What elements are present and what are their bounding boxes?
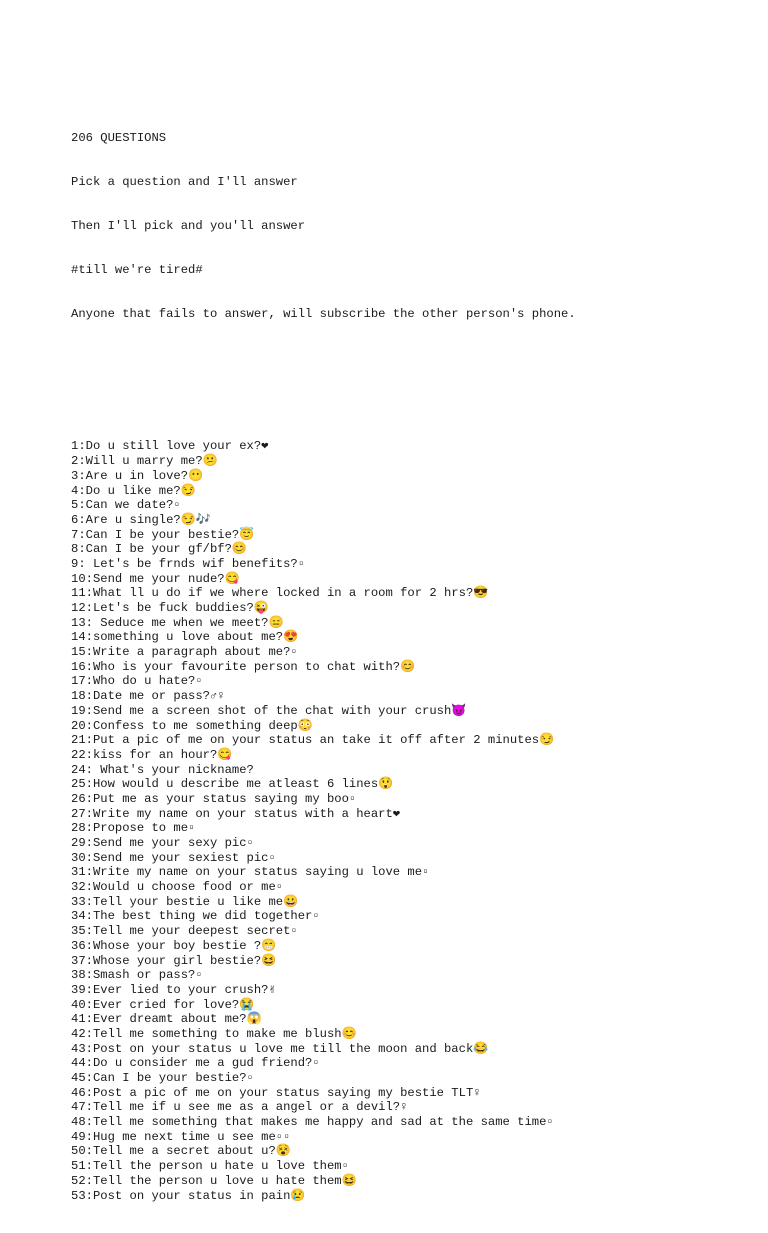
question-item: 48:Tell me something that makes me happy and sad at the same time▫ <box>71 1115 554 1130</box>
question-item: 7:Can I be your bestie?😇 <box>71 527 255 542</box>
question-item: 52:Tell the person u love u hate them😆 <box>71 1173 357 1188</box>
question-item: 4:Do u like me?😏 <box>71 483 196 498</box>
question-item: 25:How would u describe me atleast 6 lines😲 <box>71 777 394 792</box>
question-item: 41:Ever dreamt about me?😱 <box>71 1012 262 1027</box>
question-item: 17:Who do u hate?▫ <box>71 674 203 689</box>
question-item: 13: Seduce me when we meet?😑 <box>71 615 284 630</box>
question-item: 51:Tell the person u hate u love them▫ <box>71 1159 349 1174</box>
question-item: 45:Can I be your bestie?▫ <box>71 1071 254 1086</box>
intro-line: Anyone that fails to answer, will subscribe the other person's phone. <box>71 307 576 322</box>
question-item: 43:Post on your status u love me till the moon and back😂 <box>71 1041 489 1056</box>
question-item: 30:Send me your sexiest pic▫ <box>71 850 276 865</box>
question-item: 34:The best thing we did together▫ <box>71 909 320 924</box>
question-item: 36:Whose your boy bestie ?😁 <box>71 938 277 953</box>
question-item: 8:Can I be your gf/bf?😊 <box>71 542 248 557</box>
question-item: 15:Write a paragraph about me?▫ <box>71 645 298 660</box>
question-item: 49:Hug me next time u see me▫▫ <box>71 1129 291 1144</box>
intro-block <box>71 101 751 351</box>
question-item: 46:Post a pic of me on your status saying my bestie TLT♀ <box>71 1085 481 1100</box>
question-item: 6:Are u single?😏🎶 <box>71 512 212 527</box>
question-item: 31:Write my name on your status saying u love me▫ <box>71 865 430 880</box>
question-item: 16:Who is your favourite person to chat with?😊 <box>71 659 416 674</box>
question-item: 32:Would u choose food or me▫ <box>71 880 284 895</box>
question-item: 3:Are u in love?😶 <box>71 468 204 483</box>
intro-title: 206 QUESTIONS <box>71 130 167 145</box>
question-item: 11:What ll u do if we where locked in a room for 2 hrs?😎 <box>71 586 489 601</box>
question-item: 37:Whose your girl bestie?😆 <box>71 953 277 968</box>
blank-gap <box>71 381 751 410</box>
question-item: 14:something u love about me?😍 <box>71 630 299 645</box>
intro-line: #till we're tired# <box>71 263 203 278</box>
document-text <box>71 72 751 1233</box>
question-item: 27:Write my name on your status with a heart❤ <box>71 806 401 821</box>
question-item: 20:Confess to me something deep😳 <box>71 718 313 733</box>
question-item: 40:Ever cried for love?😭 <box>71 997 255 1012</box>
question-item: 39:Ever lied to your crush?✌ <box>71 982 276 997</box>
question-item: 28:Propose to me▫ <box>71 821 196 836</box>
question-item: 22:kiss for an hour?😋 <box>71 747 233 762</box>
question-item: 21:Put a pic of me on your status an take it off after 2 minutes😏 <box>71 733 555 748</box>
question-item: 35:Tell me your deepest secret▫ <box>71 924 298 939</box>
question-item: 10:Send me your nude?😋 <box>71 571 240 586</box>
question-item: 38:Smash or pass?▫ <box>71 968 203 983</box>
question-item: 1:Do u still love your ex?❤ <box>71 439 269 454</box>
question-item: 9: Let's be frnds wif benefits?▫ <box>71 556 306 571</box>
question-item: 33:Tell your bestie u like me😀 <box>71 894 299 909</box>
intro-line: Pick a question and I'll answer <box>71 174 298 189</box>
question-item: 5:Can we date?▫ <box>71 498 181 513</box>
question-item: 50:Tell me a secret about u?😵 <box>71 1144 291 1159</box>
question-item: 42:Tell me something to make me blush😊 <box>71 1026 357 1041</box>
question-item: 53:Post on your status in pain😢 <box>71 1188 306 1203</box>
question-item: 12:Let's be fuck buddies?😜 <box>71 601 270 616</box>
question-item: 24: What's your nickname? <box>71 762 254 777</box>
question-item: 18:Date me or pass?♂♀ <box>71 689 225 704</box>
question-item: 29:Send me your sexy pic▫ <box>71 836 254 851</box>
question-item: 44:Do u consider me a gud friend?▫ <box>71 1056 320 1071</box>
question-list <box>71 439 751 1203</box>
question-item: 2:Will u marry me?😕 <box>71 454 218 469</box>
intro-line: Then I'll pick and you'll answer <box>71 219 306 233</box>
question-item: 19:Send me a screen shot of the chat with your crush😈 <box>71 703 467 718</box>
question-item: 47:Tell me if u see me as a angel or a devil?♀ <box>71 1100 408 1115</box>
question-item: 26:Put me as your status saying my boo▫ <box>71 791 357 806</box>
